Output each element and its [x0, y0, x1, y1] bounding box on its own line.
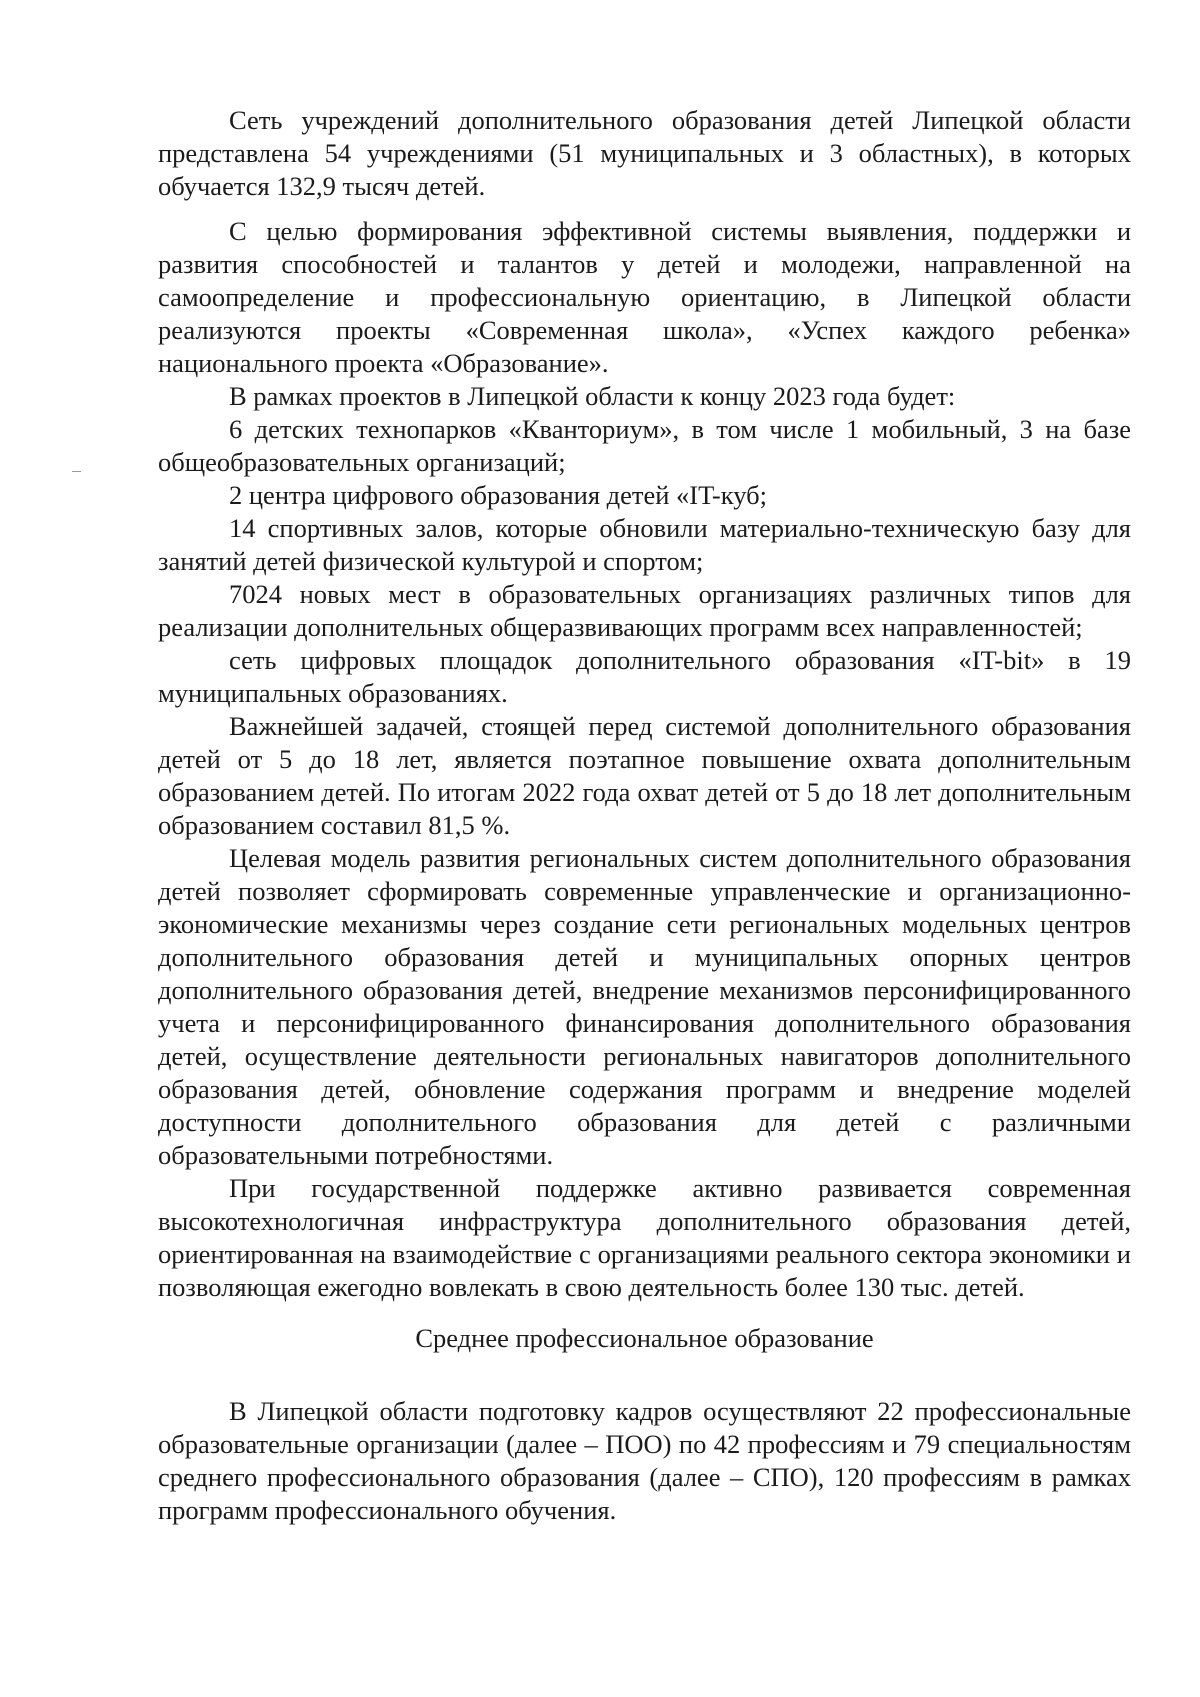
section-heading: Среднее профессиональное образование [415, 1323, 874, 1353]
list-item: 2 центра цифрового образования детей «IT-куб; [229, 480, 767, 510]
paragraph: Важнейшей задачей, стоящей перед системой дополнительного образования детей от 5 до 18 лет, является поэтапное повышение охвата дополнительным образованием детей. По итогам 2022 года охват детей от 5 до 18 лет дополнительным образованием составил 81,5 %. [158, 711, 1131, 840]
document-body [158, 104, 1131, 1527]
paragraph: При государственной поддержке активно развивается современная высокотехнологичная инфраструктура дополнительного образования детей, ориентированная на взаимодействие с организациями реального сектора экономики и позволяющая ежегодно вовлекать в свою деятельность более 130 тыс. детей. [158, 1173, 1131, 1302]
paragraph: В рамках проектов в Липецкой области к концу 2023 года будет: [229, 381, 956, 411]
list-item: сеть цифровых площадок дополнительного образования «IT-bit» в 19 муниципальных образованиях. [158, 645, 1131, 708]
paragraph: Сеть учреждений дополнительного образования детей Липецкой области представлена 54 учреждениями (51 муниципальных и 3 областных), в которых обучается 132,9 тысяч детей. [158, 105, 1131, 201]
margin-mark [72, 471, 81, 472]
paragraph: С целью формирования эффективной системы выявления, поддержки и развития способностей и талантов у детей и молодежи, направленной на самоопределение и профессиональную ориентацию, в Липецкой области реализуются проекты «Современная школа», «Успех каждого ребенка» национального проекта «Образование». [158, 216, 1131, 378]
list-item: 14 спортивных залов, которые обновили материально-техническую базу для занятий детей физической культурой и спортом; [158, 513, 1131, 576]
paragraph: В Липецкой области подготовку кадров осуществляют 22 профессиональные образовательные организации (далее – ПОО) по 42 профессиям и 79 специальностям среднего профессионального образования (далее – СПО), 120 профессиям в рамках программ профессионального обучения. [158, 1396, 1131, 1525]
list-item: 7024 новых мест в образовательных организациях различных типов для реализации дополнительных общеразвивающих программ всех направленностей; [158, 579, 1131, 642]
list-item: 6 детских технопарков «Кванториум», в том числе 1 мобильный, 3 на базе общеобразовательных организаций; [158, 414, 1131, 477]
paragraph: Целевая модель развития региональных систем дополнительного образования детей позволяет сформировать современные управленческие и организационно-экономические механизмы через создание сети региональных модельных центров дополнительного образования детей и муниципальных опорных центров дополнительного образования детей, внедрение механизмов персонифицированного учета и персонифицированного финансирования дополнительного образования детей, осуществление деятельности региональных навигаторов дополнительного образования детей, обновление содержания программ и внедрение моделей доступности дополнительного образования для детей с различными образовательными потребностями. [158, 843, 1131, 1170]
